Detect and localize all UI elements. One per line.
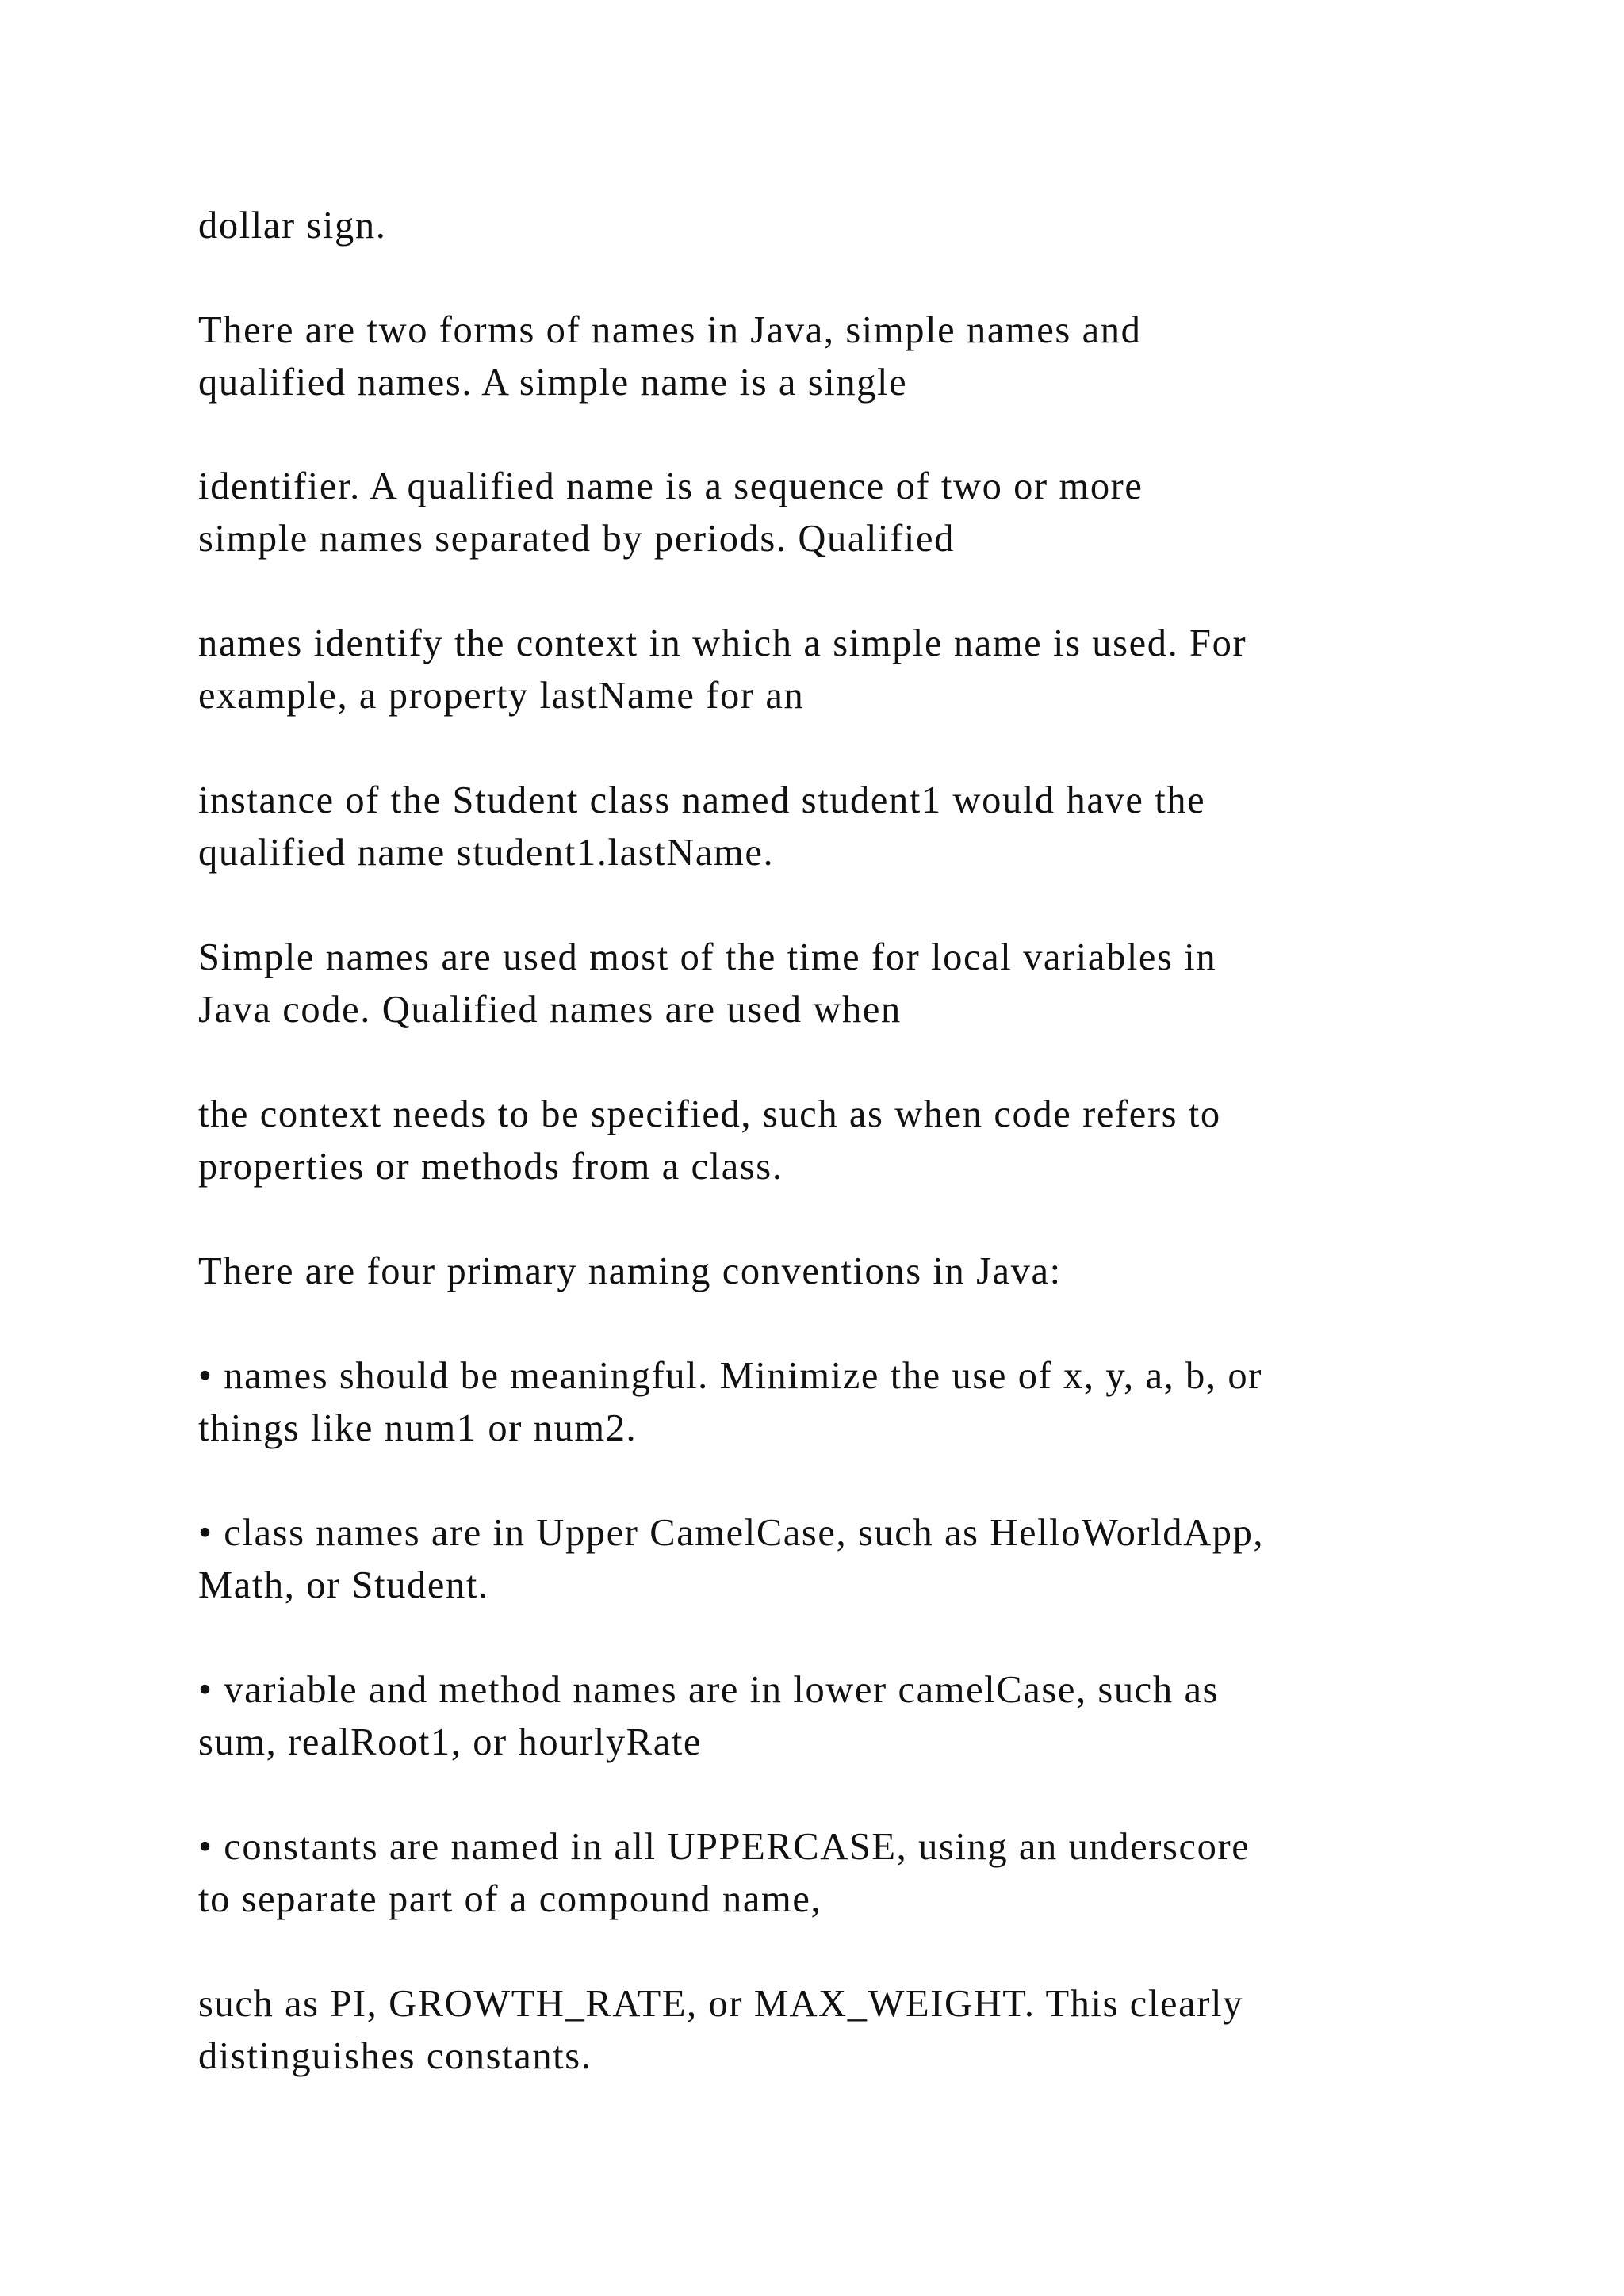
text-line: There are two forms of names in Java, simple names and [198, 309, 1142, 351]
text-line: • constants are named in all UPPERCASE, using an underscore [198, 1826, 1251, 1868]
text-line: such as PI, GROWTH_RATE, or MAX_WEIGHT. This clearly [198, 1983, 1243, 2025]
paragraph-context-specified [198, 1089, 1546, 1193]
text-line: properties or methods from a class. [198, 1146, 783, 1188]
text-line: the context needs to be specified, such as when code refers to [198, 1093, 1221, 1135]
paragraph-identifier [198, 461, 1546, 565]
bullet-variable-method-names [198, 1664, 1546, 1769]
paragraph-simple-names-usage [198, 932, 1546, 1036]
text-line: names identify the context in which a simple name is used. For [198, 622, 1247, 664]
text-line: to separate part of a compound name, [198, 1878, 822, 1920]
text-line: Simple names are used most of the time for local variables in [198, 936, 1217, 978]
text-line: things like num1 or num2. [198, 1407, 638, 1449]
text-line: identifier. A qualified name is a sequence of two or more [198, 465, 1143, 507]
text-line: qualified names. A simple name is a single [198, 362, 908, 404]
text-line: example, a property lastName for an [198, 675, 805, 717]
bullet-meaningful-names [198, 1350, 1546, 1455]
text-line: • class names are in Upper CamelCase, such as HelloWorldApp, [198, 1512, 1265, 1554]
paragraph-forms-of-names [198, 304, 1546, 409]
text-line: distinguishes constants. [198, 2035, 592, 2077]
text-line: simple names separated by periods. Qualified [198, 518, 955, 560]
paragraph-naming-conventions-intro [198, 1246, 1546, 1298]
paragraph-constants-examples [198, 1978, 1546, 2083]
paragraph-dollar-sign [198, 200, 1546, 252]
bullet-constants [198, 1821, 1546, 1926]
paragraph-student-instance [198, 775, 1546, 879]
text-line: • variable and method names are in lower camelCase, such as [198, 1669, 1220, 1711]
text-line: dollar sign. [198, 205, 387, 247]
text-line: Math, or Student. [198, 1564, 489, 1606]
text-line: instance of the Student class named student1 would have the [198, 779, 1206, 821]
text-line: qualified name student1.lastName. [198, 832, 775, 874]
paragraph-names-identify-context [198, 618, 1546, 722]
text-line: • names should be meaningful. Minimize the use of x, y, a, b, or [198, 1355, 1262, 1397]
text-line: sum, realRoot1, or hourlyRate [198, 1721, 703, 1763]
bullet-class-names [198, 1507, 1546, 1612]
text-line: There are four primary naming conventions in Java: [198, 1250, 1062, 1292]
text-line: Java code. Qualified names are used when [198, 989, 902, 1031]
